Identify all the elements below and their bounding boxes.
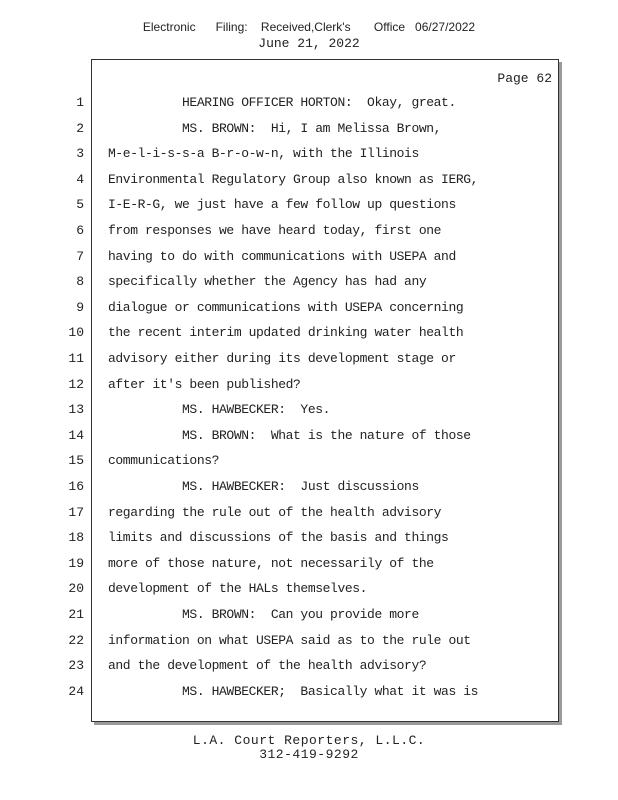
- line-text: dialogue or communications with USEPA concerning: [108, 300, 464, 315]
- line-number: 14: [68, 428, 84, 443]
- line-number: 16: [68, 479, 84, 494]
- line-text: more of those nature, not necessarily of the: [108, 556, 434, 571]
- line-text: information on what USEPA said as to the rule out: [108, 633, 471, 648]
- court-reporter-phone: 312-419-9292: [259, 747, 359, 762]
- line-text: M-e-l-i-s-s-a B-r-o-w-n, with the Illinois: [108, 146, 419, 161]
- line-number: 11: [68, 351, 84, 366]
- line-text: having to do with communications with USEPA and: [108, 249, 456, 264]
- line-text: MS. HAWBECKER: Yes.: [108, 402, 331, 417]
- line-number: 24: [68, 684, 84, 699]
- line-text: development of the HALs themselves.: [108, 581, 368, 596]
- line-text: communications?: [108, 453, 220, 468]
- line-text: MS. HAWBECKER: Just discussions: [108, 479, 419, 494]
- line-number: 15: [68, 453, 84, 468]
- line-text: MS. BROWN: Hi, I am Melissa Brown,: [108, 121, 442, 136]
- line-text: specifically whether the Agency has had any: [108, 274, 427, 289]
- line-number: 4: [76, 172, 84, 187]
- line-number: 17: [68, 505, 84, 520]
- line-number: 6: [76, 223, 84, 238]
- page-number: Page 62: [497, 71, 552, 86]
- line-text: limits and discussions of the basis and things: [108, 530, 449, 545]
- line-text: MS. BROWN: What is the nature of those: [108, 428, 471, 443]
- line-text: HEARING OFFICER HORTON: Okay, great.: [108, 95, 456, 110]
- line-number: 1: [76, 95, 84, 110]
- line-number: 9: [76, 300, 84, 315]
- line-text: MS. BROWN: Can you provide more: [108, 607, 419, 622]
- line-number: 22: [68, 633, 84, 648]
- line-text: I-E-R-G, we just have a few follow up questions: [108, 197, 456, 212]
- electronic-filing-stamp: Electronic Filing: Received,Clerk's Office 06/27/2022: [142, 20, 476, 34]
- line-text: Environmental Regulatory Group also known as IERG,: [108, 172, 479, 187]
- line-number: 3: [76, 146, 84, 161]
- line-text: from responses we have heard today, first one: [108, 223, 442, 238]
- line-number: 10: [68, 325, 84, 340]
- line-number: 5: [76, 197, 84, 212]
- line-text: regarding the rule out of the health advisory: [108, 505, 442, 520]
- line-text: advisory either during its development stage or: [108, 351, 456, 366]
- court-reporter-name: L.A. Court Reporters, L.L.C.: [192, 733, 426, 748]
- line-number: 7: [76, 249, 84, 264]
- transcript-date: June 21, 2022: [258, 36, 360, 51]
- line-number: 18: [68, 530, 84, 545]
- line-number: 19: [68, 556, 84, 571]
- line-text: MS. HAWBECKER; Basically what it was is: [108, 684, 479, 699]
- line-number: 2: [76, 121, 84, 136]
- line-number: 12: [68, 377, 84, 392]
- line-text: the recent interim updated drinking water health: [108, 325, 464, 340]
- line-number: 21: [68, 607, 84, 622]
- line-number: 8: [76, 274, 84, 289]
- line-text: after it's been published?: [108, 377, 301, 392]
- line-text: and the development of the health advisory?: [108, 658, 427, 673]
- line-number: 20: [68, 581, 84, 596]
- line-number: 13: [68, 402, 84, 417]
- line-number: 23: [68, 658, 84, 673]
